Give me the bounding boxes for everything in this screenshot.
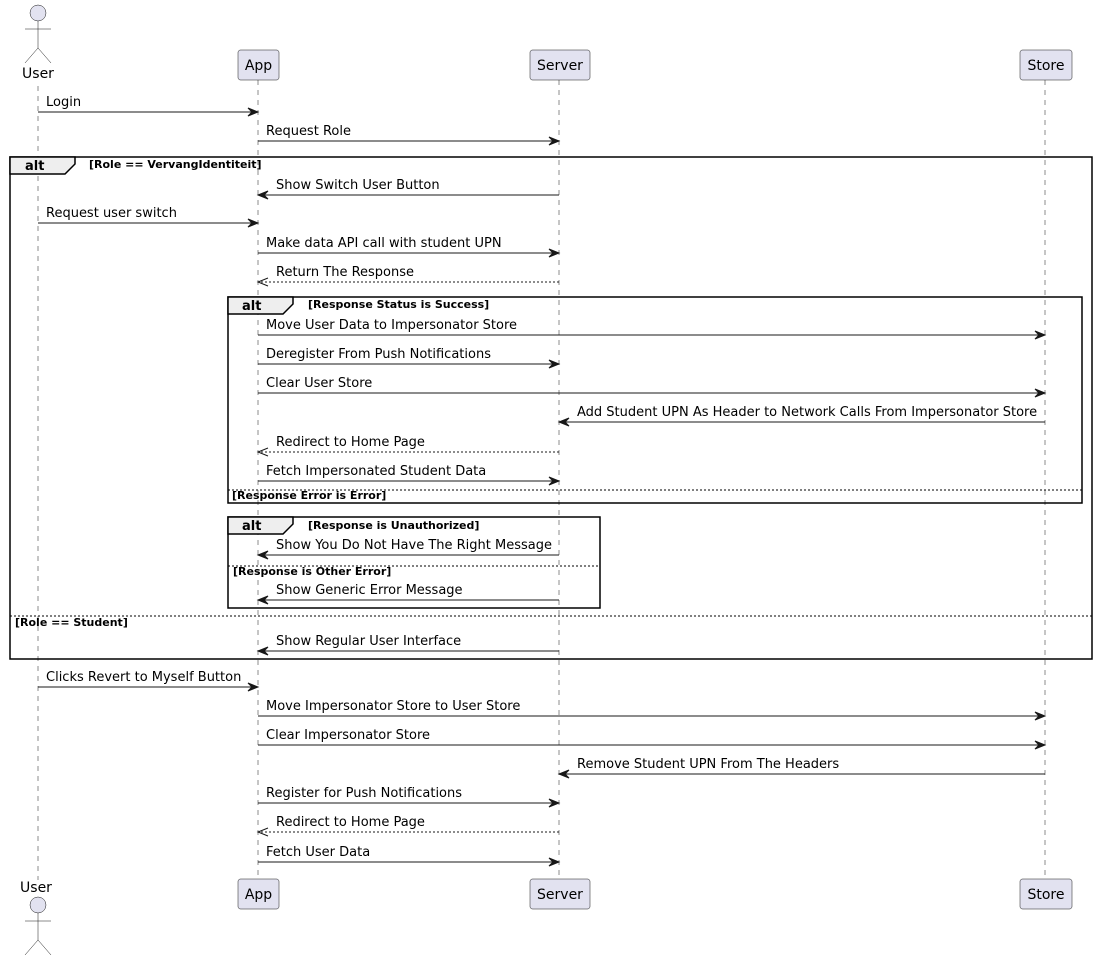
message-label: Add Student UPN As Header to Network Calls From Impersonator Store	[577, 405, 1038, 420]
message	[559, 405, 1045, 426]
message	[258, 538, 559, 559]
message-label: Clear User Store	[266, 376, 373, 391]
message-label: Show Switch User Button	[276, 178, 440, 193]
message-label: Remove Student UPN From The Headers	[577, 757, 840, 772]
message-label: Register for Push Notifications	[266, 786, 463, 801]
message-label: Clear Impersonator Store	[266, 728, 431, 743]
message-label: Request Role	[266, 124, 351, 139]
message	[258, 124, 559, 145]
message-label: Redirect to Home Page	[276, 815, 425, 830]
participant-label-user-bottom: User	[20, 880, 52, 896]
message	[38, 206, 258, 227]
fragment-guard: [Role == VervangIdentiteit]	[89, 158, 262, 171]
message	[258, 728, 1045, 749]
actor-user-bottom	[20, 880, 52, 955]
message-label: Deregister From Push Notifications	[266, 347, 491, 362]
message	[258, 376, 1045, 397]
fragment-keyword: alt	[25, 159, 45, 174]
message	[258, 347, 559, 368]
message-label: Move User Data to Impersonator Store	[266, 318, 518, 333]
fragment-guard: [Response Status is Success]	[308, 298, 490, 311]
participant-app-bottom	[238, 879, 279, 909]
message	[258, 265, 559, 286]
participant-label-app-bottom: App	[244, 887, 273, 903]
message	[258, 815, 559, 836]
message	[258, 464, 559, 485]
fragment-else-guard: [Role == Student]	[15, 616, 128, 629]
fragment-keyword: alt	[242, 519, 262, 534]
message-label: Move Impersonator Store to User Store	[266, 699, 521, 714]
fragment-else-guard: [Response is Other Error]	[233, 565, 392, 578]
message	[258, 845, 559, 866]
message	[258, 699, 1045, 720]
message	[258, 786, 559, 807]
messages	[38, 95, 1045, 866]
fragment-else-guard: [Response Error is Error]	[232, 489, 387, 502]
actor-user-top	[22, 5, 54, 82]
participant-label-server-bottom: Server	[537, 887, 583, 903]
message-label: Login	[46, 95, 82, 110]
actor-head-icon	[30, 5, 46, 21]
message-label: Fetch Impersonated Student Data	[266, 464, 487, 479]
message-label: Show Regular User Interface	[276, 634, 462, 649]
message-label: Request user switch	[46, 206, 177, 221]
participant-app-top	[238, 50, 279, 80]
message	[38, 95, 258, 116]
message	[38, 670, 258, 691]
participant-label-user: User	[22, 66, 54, 82]
message-label: Fetch User Data	[266, 845, 371, 860]
message-label: Return The Response	[276, 265, 415, 280]
participant-store-bottom	[1020, 879, 1072, 909]
message-label: Show Generic Error Message	[276, 583, 463, 598]
message	[258, 178, 559, 199]
message-label: Make data API call with student UPN	[266, 236, 502, 251]
message	[559, 757, 1045, 778]
message	[258, 435, 559, 456]
message	[258, 634, 559, 655]
participant-label-store-bottom: Store	[1027, 887, 1065, 903]
participant-label-app: App	[244, 58, 273, 74]
message	[258, 236, 559, 257]
participant-server-top	[530, 50, 590, 80]
participant-server-bottom	[530, 879, 590, 909]
message-label: Show You Do Not Have The Right Message	[276, 538, 552, 553]
message	[258, 583, 559, 604]
participant-label-store: Store	[1027, 58, 1065, 74]
actor-head-icon	[30, 897, 46, 913]
participant-label-server: Server	[537, 58, 583, 74]
message-label: Clicks Revert to Myself Button	[46, 670, 242, 685]
fragment-keyword: alt	[242, 299, 262, 314]
fragment-guard: [Response is Unauthorized]	[308, 519, 480, 532]
participant-store-top	[1020, 50, 1072, 80]
message-label: Redirect to Home Page	[276, 435, 425, 450]
message	[258, 318, 1045, 339]
